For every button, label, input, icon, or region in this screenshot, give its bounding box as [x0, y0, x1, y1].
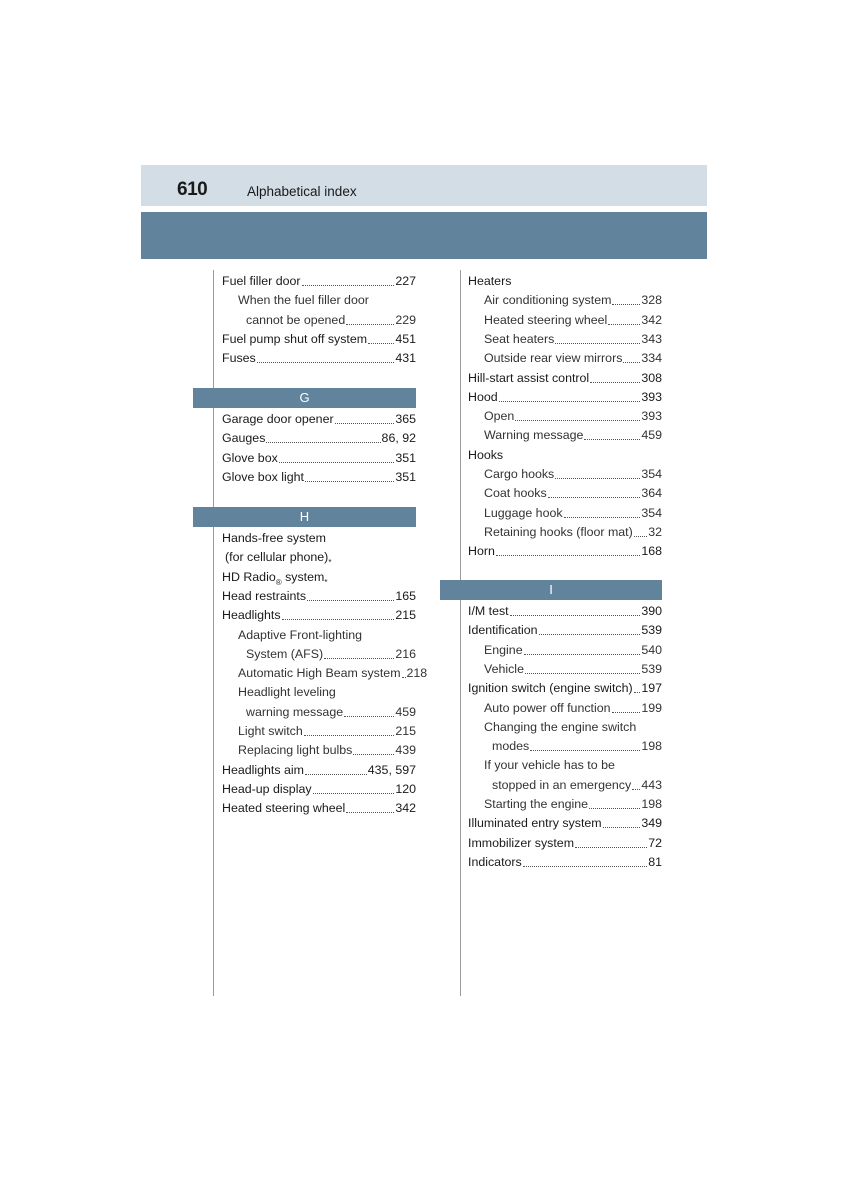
index-entry-term: Auto power off function — [484, 700, 611, 715]
index-entry — [468, 444, 662, 463]
index-entry-term: warning message — [246, 704, 344, 719]
dot-leader — [608, 323, 640, 325]
index-entry — [468, 367, 662, 386]
index-entry-term: System (AFS) — [246, 646, 324, 661]
index-entry — [222, 720, 416, 739]
dot-leader — [266, 441, 380, 443]
index-entry-term: Cargo hooks — [484, 467, 555, 481]
index-entry-page: 168 — [641, 544, 662, 559]
index-entry — [468, 328, 662, 347]
dot-leader — [530, 749, 640, 751]
dot-leader — [496, 554, 640, 556]
dot-leader — [305, 773, 367, 775]
letter-heading-g: G — [193, 388, 416, 408]
index-entry — [222, 662, 428, 681]
index-entry — [222, 759, 416, 778]
page-number: 610 — [177, 179, 208, 200]
index-entry — [222, 270, 416, 289]
dot-leader — [564, 516, 641, 518]
index-entry-page: 215 — [395, 724, 416, 738]
index-entry-term: When the fuel filler door — [238, 293, 369, 308]
index-entry-term: Luggage hook — [484, 505, 563, 520]
index-entry — [468, 716, 662, 735]
index-entry — [468, 502, 662, 521]
index-entry-page: 451 — [395, 331, 416, 346]
index-entry-page: 199 — [641, 700, 662, 715]
index-entry — [222, 778, 416, 797]
index-entry-term: Glove box — [222, 450, 278, 465]
index-entry-term: Glove box light — [222, 469, 304, 484]
index-entry-page: 354 — [641, 467, 662, 481]
dot-leader — [589, 807, 640, 809]
index-entry-page: 72 — [648, 835, 662, 850]
index-entry: (for cellular phone) * — [225, 550, 332, 568]
index-entry-term: modes — [492, 739, 530, 754]
dot-leader — [346, 811, 394, 813]
dot-leader — [575, 846, 647, 848]
index-entry — [468, 793, 662, 812]
index-entry-term: Open — [484, 409, 515, 424]
index-entry-term: Illuminated entry system — [468, 816, 602, 831]
dot-leader — [515, 419, 640, 421]
dot-leader — [623, 361, 640, 363]
index-entry-page: 393 — [641, 389, 662, 404]
index-entry-page: 393 — [641, 409, 662, 424]
index-entry-term: Head-up display — [222, 781, 312, 796]
index-entry-term: Replacing light bulbs — [238, 743, 353, 758]
index-entry — [468, 540, 662, 559]
index-entry — [222, 427, 416, 446]
dot-leader — [282, 618, 395, 620]
dot-leader — [523, 865, 647, 867]
index-entry — [222, 604, 416, 623]
index-entry — [468, 270, 662, 289]
dot-leader — [279, 461, 395, 463]
index-entry-term: Hooks — [468, 447, 504, 462]
dot-leader — [304, 734, 395, 736]
index-entry-page: 539 — [641, 623, 662, 638]
dot-leader — [335, 422, 395, 424]
index-entry-page: 218 — [406, 666, 428, 681]
index-entry — [468, 600, 662, 619]
index-entry-term: Vehicle — [484, 661, 524, 676]
index-entry — [468, 832, 662, 851]
index-entry-term: Hill-start assist control — [468, 370, 590, 385]
dot-leader — [634, 535, 647, 537]
index-entry-page: 215 — [395, 608, 416, 623]
index-entry-page: 216 — [395, 646, 416, 661]
index-entry-page: 308 — [641, 370, 662, 385]
index-entry-page: 390 — [641, 604, 662, 618]
index-entry-page: 343 — [641, 331, 662, 346]
index-entry-term: Seat heaters — [484, 331, 555, 346]
section-title: Alphabetical index — [247, 184, 357, 199]
index-entry-page: 334 — [641, 351, 662, 366]
index-entry-term: Fuses — [222, 351, 256, 366]
dot-leader — [307, 599, 394, 601]
index-entry — [222, 466, 416, 485]
index-entry-term: Hands-free system — [222, 531, 326, 545]
index-entry — [468, 774, 662, 793]
index-entry — [222, 797, 416, 816]
index-entry-term: Hood — [468, 389, 498, 404]
index-entry — [222, 701, 416, 720]
index-entry-term: Automatic High Beam system — [238, 666, 401, 681]
index-entry: HD Radio ® system * — [222, 569, 328, 587]
index-entry — [222, 328, 416, 347]
dot-leader — [402, 676, 406, 678]
index-entry-page: 349 — [641, 816, 662, 831]
index-entry-page: 459 — [395, 704, 416, 719]
index-entry-page: 120 — [395, 781, 416, 796]
index-entry-term: Identification — [468, 623, 538, 638]
index-entry-term: Headlights aim — [222, 762, 304, 777]
index-entry-term: If your vehicle has to be — [484, 758, 615, 773]
index-entry — [222, 309, 416, 328]
index-entry — [222, 739, 416, 758]
index-entry-page: 351 — [395, 469, 416, 484]
index-entry — [222, 624, 416, 643]
index-entry — [468, 639, 662, 658]
index-entry-term: I/M test — [468, 604, 509, 618]
dot-leader — [346, 323, 394, 325]
index-entry-term: Ignition switch (engine switch) — [468, 681, 633, 696]
index-entry — [468, 386, 662, 405]
index-entry — [468, 735, 662, 754]
index-entry — [222, 527, 416, 546]
index-entry-page: 351 — [395, 450, 416, 465]
index-entry-term: Starting the engine — [484, 797, 589, 811]
index-entry-page: 439 — [395, 743, 416, 758]
index-entry — [468, 697, 662, 716]
index-entry-term-tail: system — [281, 569, 325, 584]
index-entry-term: HD Radio — [222, 569, 276, 584]
index-entry-page: 539 — [641, 661, 662, 676]
index-entry-term: Horn — [468, 544, 495, 559]
dot-leader — [353, 753, 394, 755]
index-entry-term: Adaptive Front-lighting — [238, 627, 362, 642]
left-column-divider — [213, 270, 214, 996]
index-entry-term: Fuel filler door — [222, 274, 301, 288]
index-entry-term: Light switch — [238, 724, 303, 738]
index-entry-term: Air conditioning system — [484, 293, 612, 308]
index-entry — [222, 447, 416, 466]
index-entry-term: (for cellular phone) — [225, 550, 329, 565]
dot-leader — [324, 657, 394, 659]
index-entry-term: Head restraints — [222, 588, 307, 603]
index-entry-page: 229 — [395, 312, 416, 327]
index-entry — [468, 482, 662, 501]
dot-leader — [555, 342, 640, 344]
header-accent-band — [141, 212, 707, 259]
dot-leader — [590, 381, 640, 383]
dot-leader — [302, 284, 395, 286]
index-entry — [468, 309, 662, 328]
index-entry — [468, 619, 662, 638]
index-entry-term: Coat hooks — [484, 486, 547, 501]
letter-heading-i: I — [440, 580, 662, 600]
index-entry-page: 328 — [641, 293, 662, 308]
index-entry — [222, 408, 416, 427]
index-entry-page: 342 — [395, 801, 416, 816]
index-entry-term: Immobilizer system — [468, 835, 575, 850]
index-entry — [468, 289, 662, 308]
index-entry-term: Headlight leveling — [238, 685, 336, 700]
index-entry — [468, 677, 662, 696]
index-entry-page: 364 — [641, 486, 662, 501]
index-entry-page: 459 — [641, 428, 662, 443]
index-entry-term: Heaters — [468, 274, 512, 288]
index-entry-term: Fuel pump shut off system — [222, 331, 368, 346]
dot-leader — [548, 496, 641, 498]
index-entry-page: 227 — [395, 274, 416, 288]
index-entry — [468, 851, 662, 870]
index-entry-term: Changing the engine switch — [484, 719, 637, 734]
dot-leader — [603, 826, 641, 828]
letter-heading-h: H — [193, 507, 416, 527]
dot-leader — [539, 633, 641, 635]
index-entry-term: Indicators — [468, 854, 522, 869]
index-entry-term: cannot be opened — [246, 312, 346, 327]
index-entry-page: 86, 92 — [381, 431, 416, 446]
dot-leader — [257, 361, 395, 363]
index-entry — [222, 681, 416, 700]
index-entry-term: Retaining hooks (floor mat) — [484, 524, 633, 539]
index-entry — [468, 347, 662, 366]
dot-leader — [499, 400, 641, 402]
index-entry — [222, 585, 416, 604]
index-entry-term: Gauges — [222, 431, 266, 446]
index-entry — [222, 289, 416, 308]
index-entry-page: 431 — [395, 351, 416, 366]
dot-leader — [555, 477, 640, 479]
index-entry — [468, 405, 662, 424]
dot-leader — [525, 672, 640, 674]
index-entry-page: 365 — [395, 412, 416, 426]
index-entry-page: 443 — [641, 777, 662, 792]
index-entry-page: 540 — [641, 642, 662, 657]
index-entry-page: 198 — [641, 797, 662, 811]
index-entry — [468, 463, 662, 482]
index-entry-term: Headlights — [222, 608, 281, 623]
index-entry-term: Engine — [484, 642, 523, 657]
index-entry-term: Warning message — [484, 428, 584, 443]
index-entry — [468, 812, 662, 831]
index-entry-page: 342 — [641, 312, 662, 327]
index-entry — [468, 424, 662, 443]
dot-leader — [612, 711, 641, 713]
index-entry — [222, 347, 416, 366]
dot-leader — [634, 691, 641, 693]
index-entry — [468, 754, 662, 773]
dot-leader — [584, 438, 640, 440]
dot-leader — [344, 715, 394, 717]
index-entry-page: 32 — [648, 524, 662, 539]
index-entry-page: 165 — [395, 588, 416, 603]
dot-leader — [368, 342, 394, 344]
dot-leader — [313, 792, 395, 794]
dot-leader — [510, 614, 641, 616]
index-entry — [468, 658, 662, 677]
index-entry-page: 198 — [641, 739, 662, 754]
index-entry — [468, 521, 662, 540]
index-entry-term: Garage door opener — [222, 412, 334, 426]
right-column-divider — [460, 270, 461, 996]
index-entry-term: stopped in an emergency — [492, 777, 632, 792]
dot-leader — [305, 480, 394, 482]
dot-leader — [612, 303, 640, 305]
index-entry-page: 197 — [641, 681, 662, 696]
page-header — [141, 165, 707, 206]
index-entry-term: Outside rear view mirrors — [484, 351, 623, 366]
index-entry-page: 81 — [648, 854, 662, 869]
index-entry-term: Heated steering wheel — [222, 801, 346, 816]
index-entry-page: 354 — [641, 505, 662, 520]
index-entry — [222, 643, 416, 662]
dot-leader — [524, 653, 641, 655]
index-entry-page: 435, 597 — [367, 762, 416, 777]
dot-leader — [632, 788, 640, 790]
index-entry-term: Heated steering wheel — [484, 312, 608, 327]
